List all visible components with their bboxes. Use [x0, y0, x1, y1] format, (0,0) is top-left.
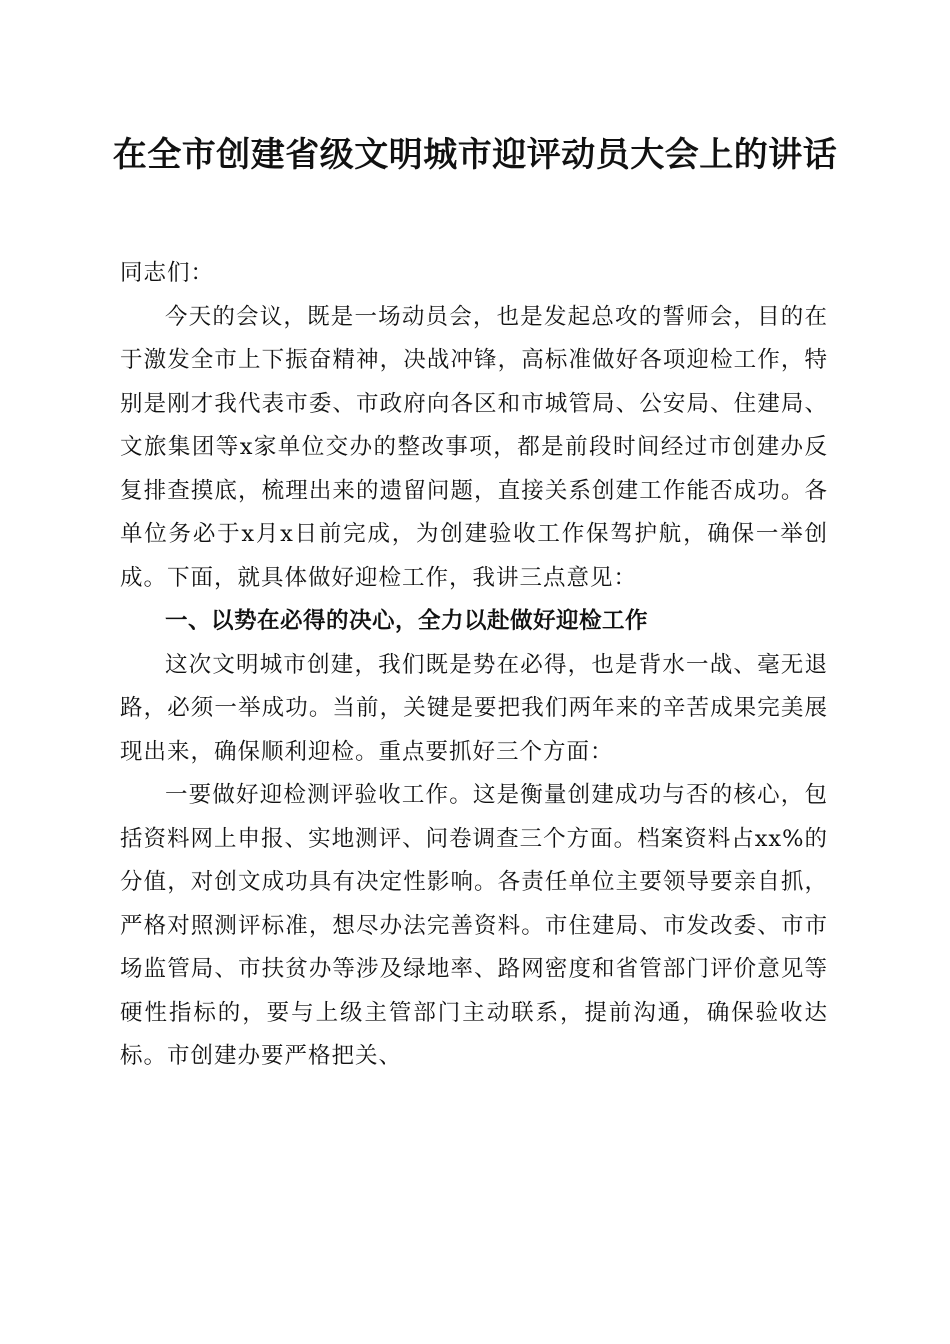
intro-paragraph: 今天的会议，既是一场动员会，也是发起总攻的誓师会，目的在于激发全市上下振奋精神，决战冲锋，高标准做好各项迎检工作，特别是刚才我代表市委、市政府向各区和市城管局、公安局、住建局、文旅集团等x家单位交办的整改事项，都是前段时间经过市创建办反复排查摸底，梳理出来的遗留问题，直接关系创建工作能否成功。各单位务必于x月x日前完成，为创建验收工作保驾护航，确保一举创成。下面，就具体做好迎检工作，我讲三点意见： — [120, 303, 828, 591]
section-heading: 一、以势在必得的决心，全力以赴做好迎检工作 — [165, 608, 649, 634]
document-body — [120, 252, 828, 1079]
section-paragraph: 一要做好迎检测评验收工作。这是衡量创建成功与否的核心，包括资料网上申报、实地测评、问卷调查三个方面。档案资料占xx%的分值，对创文成功具有决定性影响。各责任单位主要领导要亲自抓，严格对照测评标准，想尽办法完善资料。市住建局、市发改委、市市场监管局、市扶贫办等涉及绿地率、路网密度和省管部门评价意见等硬性指标的，要与上级主管部门主动联系，提前沟通，确保验收达标。市创建办要严格把关、 — [120, 782, 828, 1069]
section-paragraph: 这次文明城市创建，我们既是势在必得，也是背水一战、毫无退路，必须一举成功。当前，关键是要把我们两年来的辛苦成果完美展现出来，确保顺利迎检。重点要抓好三个方面： — [120, 651, 828, 765]
salutation: 同志们： — [120, 260, 215, 286]
document-title: 在全市创建省级文明城市迎评动员大会上的讲话 — [112, 135, 838, 175]
